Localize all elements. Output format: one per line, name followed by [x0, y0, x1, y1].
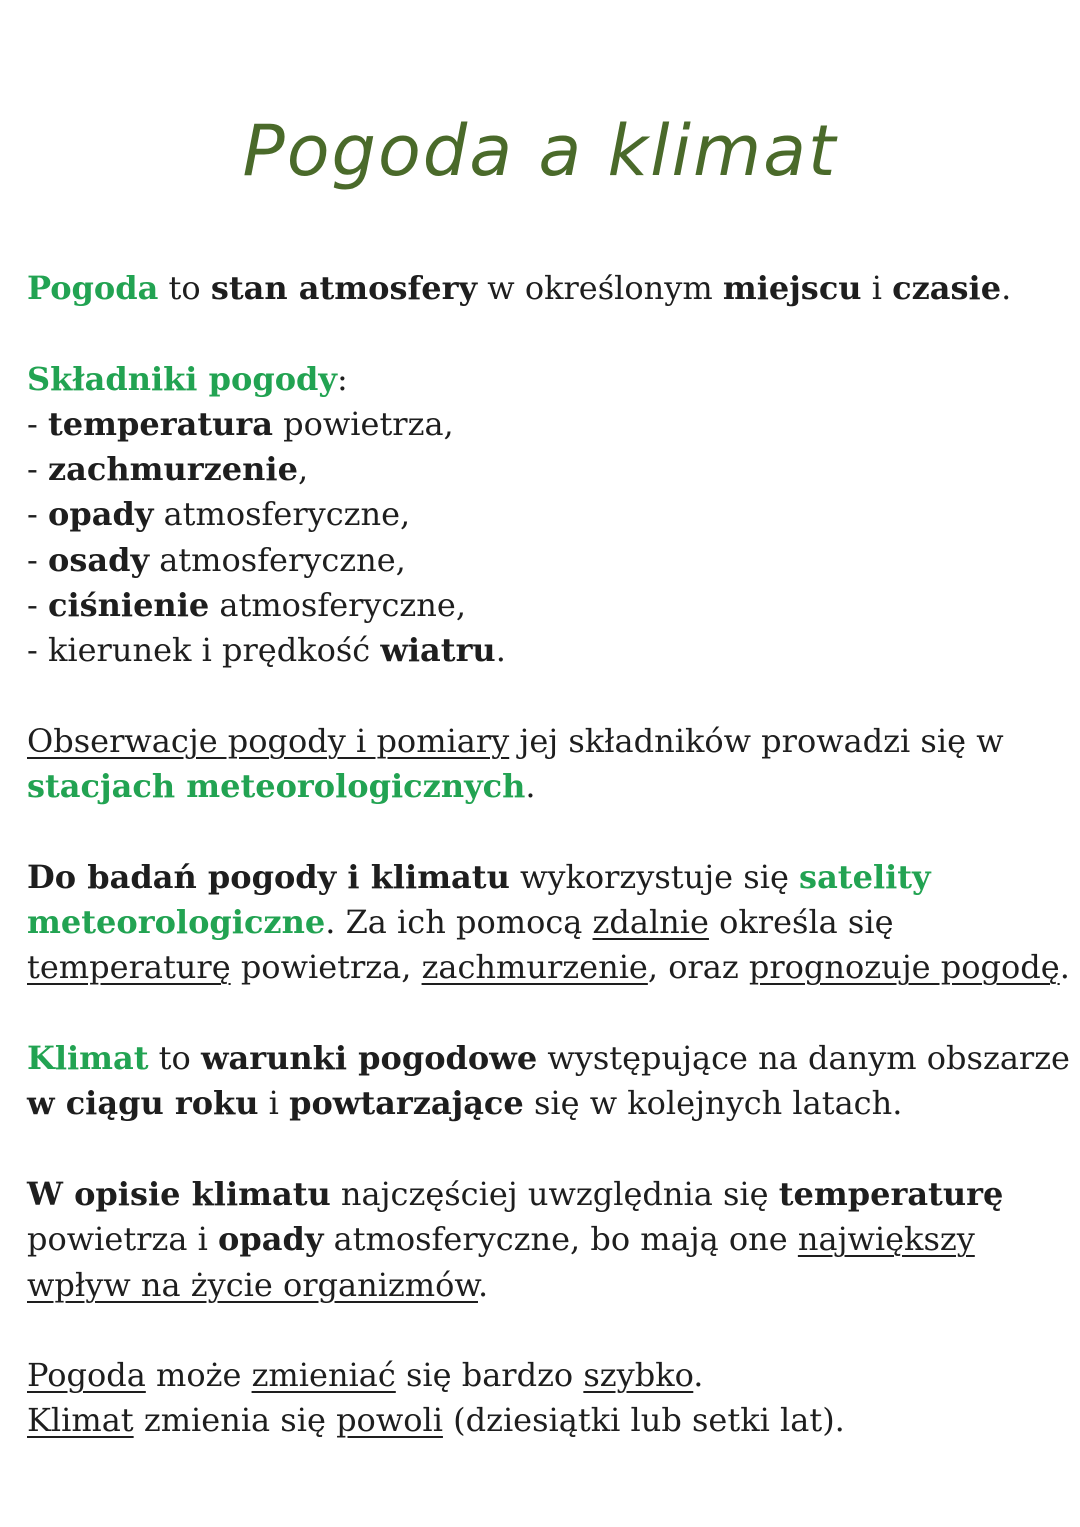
term-satellites: satelity: [799, 857, 931, 896]
list-rest: atmosferyczne,: [153, 495, 411, 534]
bold-text: Do badań pogody i klimatu: [27, 857, 510, 896]
list-rest: ,: [297, 450, 309, 489]
list-rest: atmosferyczne,: [209, 586, 466, 625]
list-item: [27, 492, 1067, 537]
list-rest: .: [495, 631, 506, 670]
weather-components: [27, 357, 1067, 674]
text: występujące na danym obszarze: [537, 1039, 1070, 1078]
list-item: [27, 447, 1067, 492]
underlined-text: szybko: [583, 1356, 694, 1395]
list-item: [27, 402, 1067, 447]
text: określa się: [708, 903, 894, 942]
text: wykorzystuje się: [509, 857, 800, 896]
text: .: [477, 1265, 489, 1304]
text: , oraz: [647, 948, 749, 987]
components-heading-text: Składniki pogody: [27, 359, 337, 398]
text: i: [861, 269, 893, 307]
list-item: [27, 628, 1067, 673]
text: to: [158, 269, 211, 307]
term-place: miejscu: [722, 269, 862, 307]
text: . Za ich pomocą: [325, 903, 593, 942]
text: jej składników prowadzi się w: [509, 721, 1004, 760]
bold-text: powtarzające: [289, 1084, 524, 1123]
text: i: [258, 1084, 290, 1123]
list-term: wiatru: [380, 631, 496, 670]
text: się w kolejnych latach.: [523, 1084, 903, 1123]
term-weather: Pogoda: [27, 269, 159, 307]
underlined-text: wpływ na życie organizmów: [27, 1265, 478, 1304]
line: [27, 945, 1070, 990]
observations-paragraph: [27, 719, 1067, 810]
term-weather-stations: stacjach meteorologicznych: [27, 767, 526, 806]
line: [27, 1172, 1067, 1217]
list-item: [27, 583, 1067, 628]
line: [27, 1398, 1067, 1443]
list-term: zachmurzenie: [47, 450, 298, 489]
climate-description-paragraph: [27, 1172, 1067, 1308]
term-meteorological: meteorologiczne: [27, 903, 326, 942]
text: się bardzo: [395, 1356, 584, 1395]
underlined-text: Pogoda: [27, 1356, 146, 1395]
climate-definition: [27, 1036, 1070, 1127]
text: w określonym: [477, 269, 723, 307]
text: najczęściej uwzględnia się: [330, 1174, 779, 1213]
comparison-paragraph: [27, 1353, 1067, 1444]
bold-text: temperaturę: [778, 1174, 1004, 1213]
list-term: temperatura: [47, 404, 273, 443]
text: .: [693, 1356, 704, 1395]
bold-text: warunki pogodowe: [200, 1039, 538, 1078]
term-climate: Klimat: [27, 1039, 149, 1078]
bold-text: W opisie klimatu: [27, 1174, 331, 1213]
underlined-text: powoli: [336, 1401, 443, 1440]
text: to: [148, 1039, 201, 1078]
underlined-text: zdalnie: [592, 903, 709, 942]
satellites-paragraph: [27, 855, 1070, 991]
list-prefix: -: [27, 450, 48, 489]
list-term: opady: [47, 495, 154, 534]
underlined-text: zachmurzenie: [421, 948, 648, 987]
text: może: [145, 1356, 252, 1395]
list-prefix: - kierunek i prędkość: [27, 631, 381, 670]
underlined-text: największy: [797, 1220, 975, 1259]
line: [27, 1036, 1070, 1081]
underlined-text: Obserwacje pogody i pomiary: [27, 721, 510, 760]
term-time: czasie: [892, 269, 1002, 307]
text: powietrza i: [27, 1220, 218, 1259]
underlined-text: temperaturę: [27, 948, 231, 987]
content: [27, 266, 1070, 1444]
line: [27, 1081, 1067, 1126]
text: atmosferyczne, bo mają one: [323, 1220, 798, 1259]
term-atmosphere-state: stan atmosfery: [210, 269, 478, 307]
underlined-text: prognozuje pogodę: [748, 948, 1060, 987]
list-term: osady: [47, 540, 150, 579]
line: [27, 1353, 1067, 1398]
text: zmienia się: [133, 1401, 337, 1440]
list-rest: powietrza,: [272, 404, 454, 443]
bold-text: w ciągu roku: [27, 1084, 259, 1123]
weather-definition: [27, 266, 1067, 311]
list-item: [27, 538, 1067, 583]
list-rest: atmosferyczne,: [149, 540, 406, 579]
underlined-text: Klimat: [27, 1401, 134, 1440]
list-prefix: -: [27, 586, 48, 625]
text: (dziesiątki lub setki lat).: [442, 1401, 845, 1440]
line: [27, 855, 1067, 900]
list-prefix: -: [27, 404, 48, 443]
text: .: [1001, 269, 1012, 307]
text: powietrza,: [230, 948, 422, 987]
components-heading: [27, 357, 1067, 402]
list-prefix: -: [27, 495, 48, 534]
line: [27, 1263, 1067, 1308]
text: .: [1059, 948, 1070, 987]
line: [27, 1217, 1067, 1262]
colon: :: [337, 359, 348, 398]
page-title: Pogoda a klimat: [242, 110, 838, 192]
line: [27, 719, 1067, 764]
line: [27, 764, 1067, 809]
bold-text: opady: [217, 1220, 324, 1259]
underlined-text: zmieniać: [251, 1356, 396, 1395]
list-prefix: -: [27, 540, 48, 579]
list-term: ciśnienie: [47, 586, 210, 625]
line: [27, 900, 1067, 945]
text: .: [525, 767, 536, 806]
